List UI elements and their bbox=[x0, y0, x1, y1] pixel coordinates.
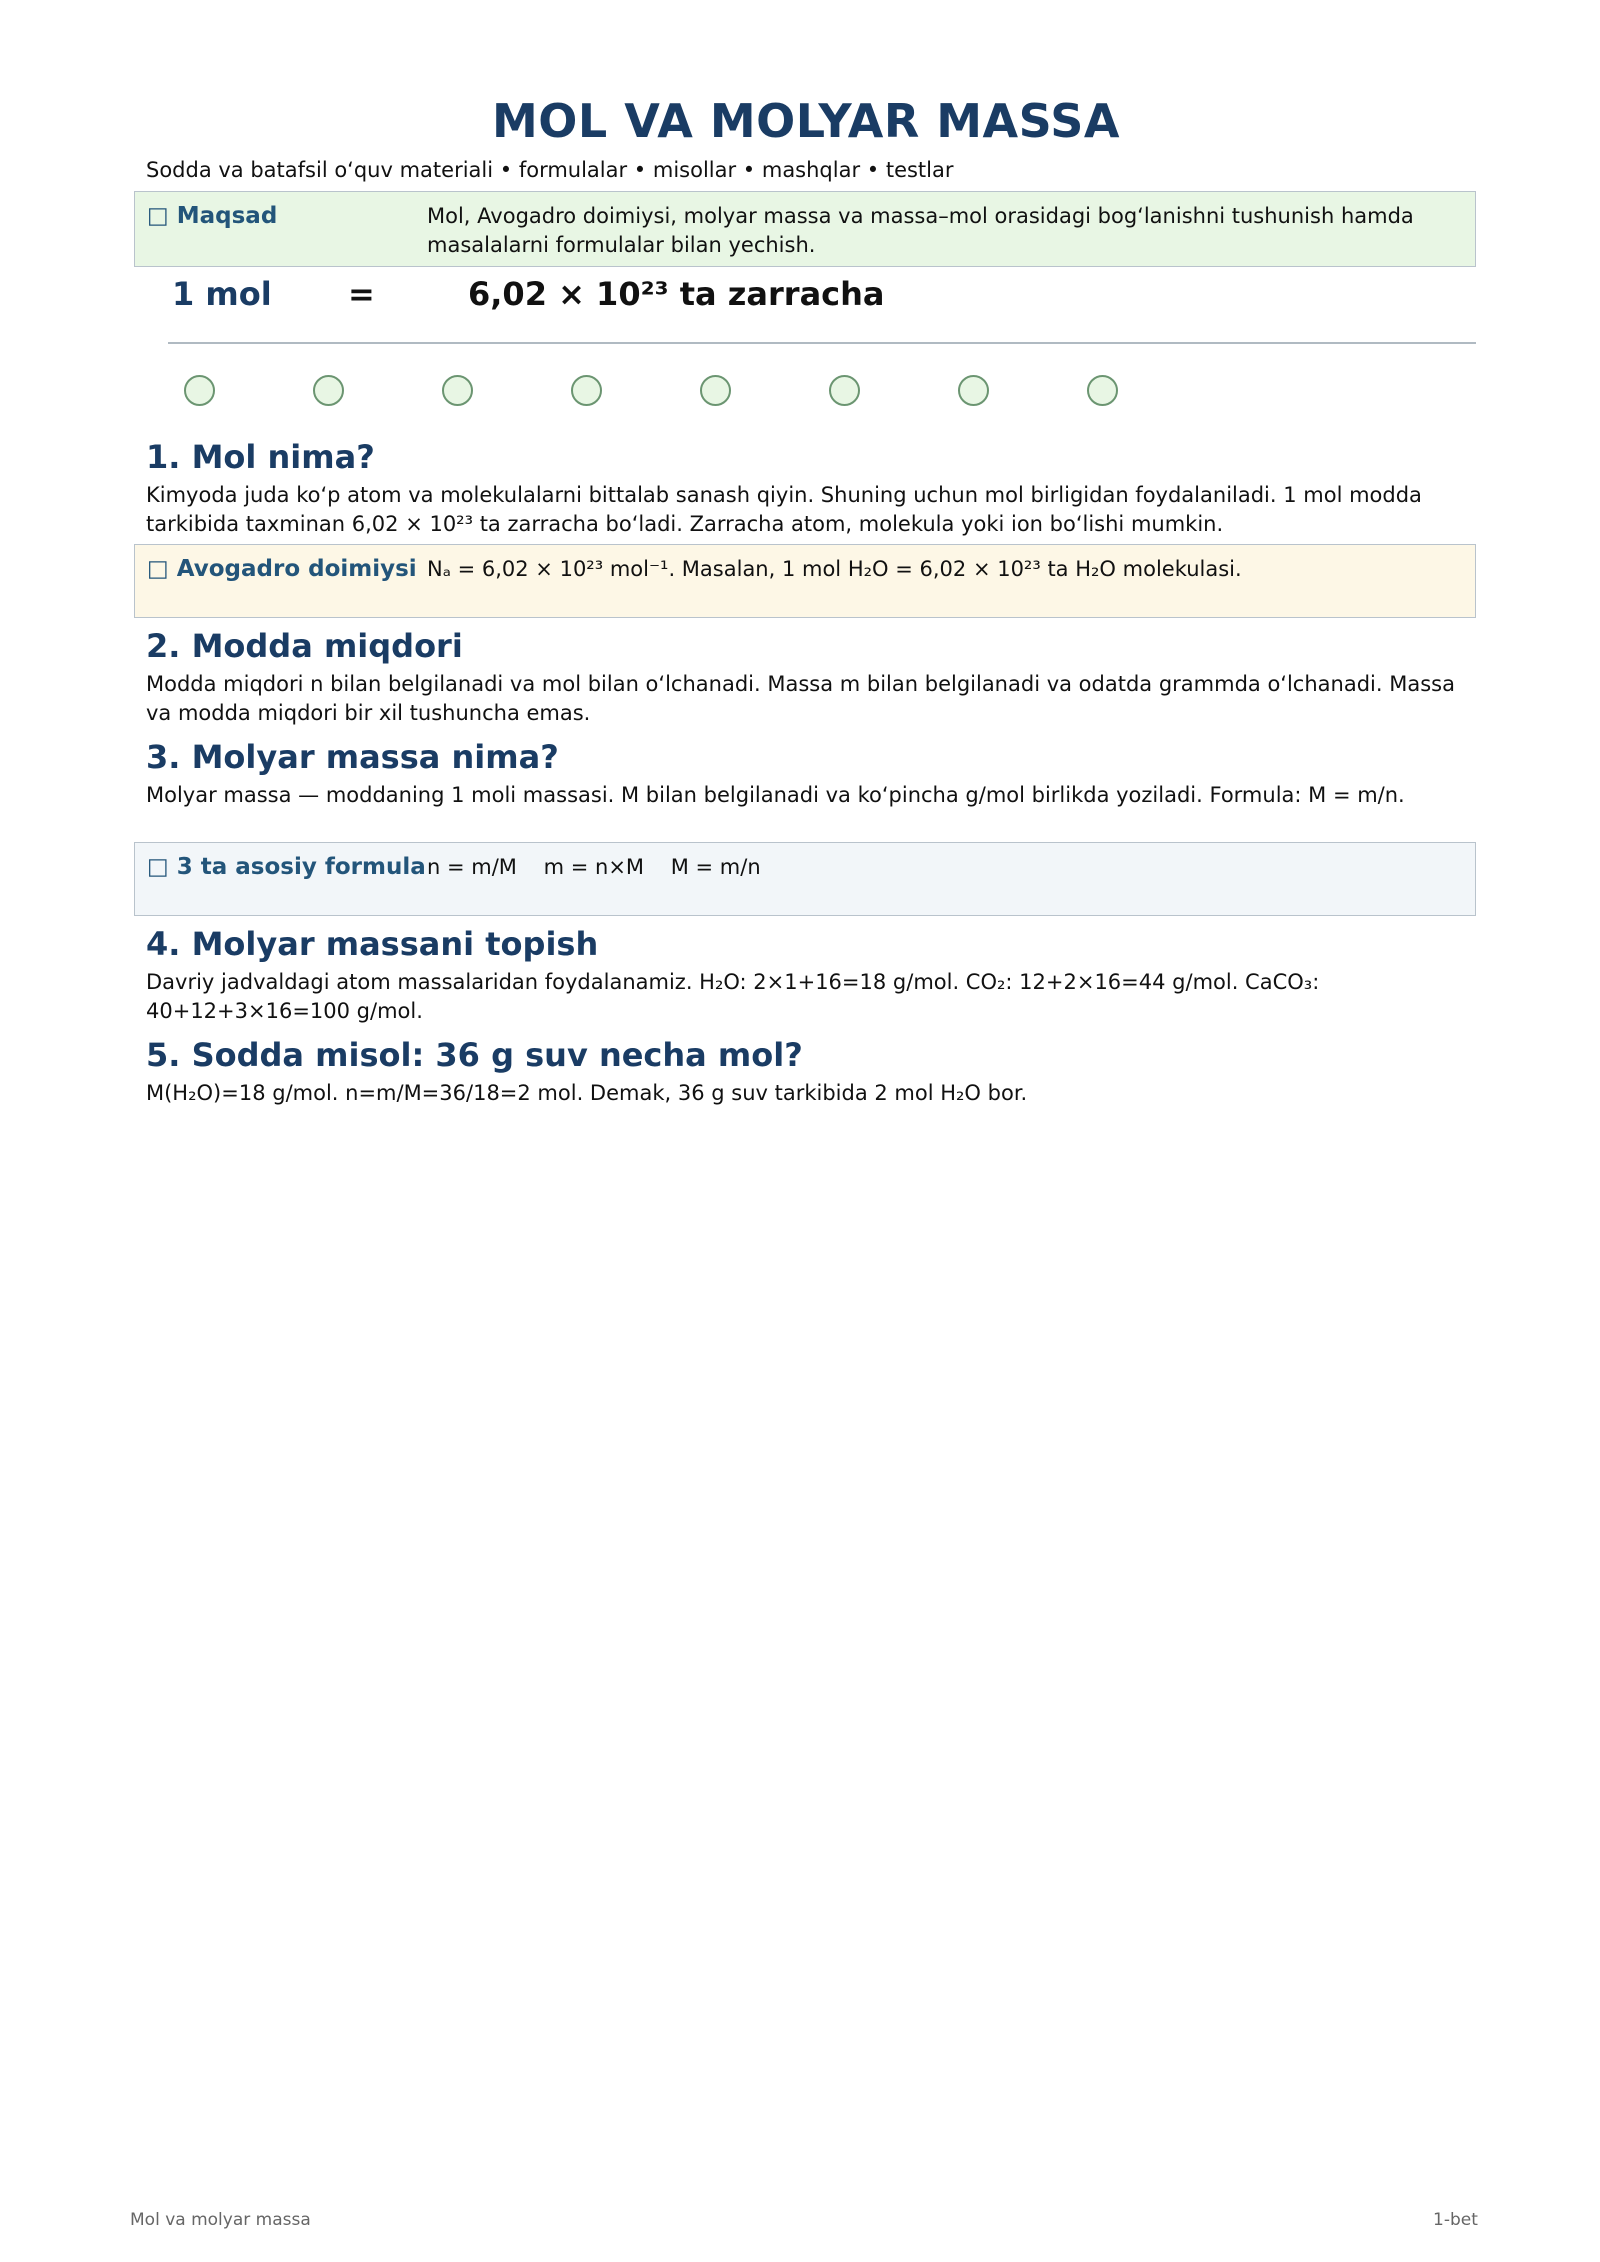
particle-circle bbox=[313, 375, 344, 406]
goal-label-text: Maqsad bbox=[176, 203, 278, 229]
target-icon: □ bbox=[147, 203, 169, 229]
footer-page-number: 1-bet bbox=[1433, 2210, 1478, 2230]
formula-icon: □ bbox=[147, 854, 169, 880]
formula-label-text: 3 ta asosiy formula bbox=[176, 854, 426, 880]
page-subtitle: Sodda va batafsil o‘quv materiali • formulalar • misollar • mashqlar • testlar bbox=[146, 158, 954, 182]
formula-box bbox=[134, 842, 1476, 916]
divider bbox=[168, 342, 1476, 344]
particle-circle bbox=[1087, 375, 1118, 406]
info-icon: □ bbox=[147, 556, 169, 582]
particle-circle bbox=[958, 375, 989, 406]
goal-box-label bbox=[135, 192, 427, 266]
section-heading-3: 3. Molyar massa nima? bbox=[146, 738, 559, 776]
formula-box-label bbox=[135, 843, 427, 915]
particle-circle bbox=[571, 375, 602, 406]
section-text-2: Modda miqdori n bilan belgilanadi va mol bilan o‘lchanadi. Massa m bilan belgilanadi va odatda grammda o‘lchanadi. Massa va modda miqdori bir xil tushuncha emas. bbox=[146, 672, 1455, 725]
goal-box bbox=[134, 191, 1476, 267]
section-text-1: Kimyoda juda ko‘p atom va molekulalarni bittalab sanash qiyin. Shuning uchun mol birligidan foydalaniladi. 1 mol modda tarkibida taxminan 6,02 × 10²³ ta zarracha bo‘ladi. Zarracha atom, molekula yoki ion bo‘lishi mumkin. bbox=[146, 483, 1422, 536]
particle-circle bbox=[829, 375, 860, 406]
avogadro-box-label bbox=[135, 545, 427, 617]
section-heading-4: 4. Molyar massani topish bbox=[146, 925, 599, 963]
headline-formula-right: 6,02 × 10²³ ta zarracha bbox=[468, 275, 885, 313]
particle-circle bbox=[184, 375, 215, 406]
avogadro-box bbox=[134, 544, 1476, 618]
particle-circle bbox=[442, 375, 473, 406]
section-text-5: M(H₂O)=18 g/mol. n=m/M=36/18=2 mol. Demak, 36 g suv tarkibida 2 mol H₂O bor. bbox=[146, 1081, 1028, 1105]
particle-circle bbox=[700, 375, 731, 406]
section-heading-5: 5. Sodda misol: 36 g suv necha mol? bbox=[146, 1036, 803, 1074]
headline-formula-equals: = bbox=[348, 275, 375, 313]
section-heading-2: 2. Modda miqdori bbox=[146, 627, 463, 665]
formula-box-text: n = m/M m = n×M M = m/n bbox=[427, 855, 761, 879]
particle-circles bbox=[184, 375, 1184, 411]
section-text-4: Davriy jadvaldagi atom massalaridan foydalanamiz. H₂O: 2×1+16=18 g/mol. CO₂: 12+2×16=44 g/mol. CaCO₃: 40+12+3×16=100 g/mol. bbox=[146, 970, 1320, 1023]
section-text-3: Molyar massa — moddaning 1 moli massasi. M bilan belgilanadi va ko‘pincha g/mol birlikda yoziladi. Formula: M = m/n. bbox=[146, 783, 1405, 807]
footer-title: Mol va molyar massa bbox=[130, 2210, 311, 2230]
avogadro-label-text: Avogadro doimiysi bbox=[176, 556, 417, 582]
goal-box-text: Mol, Avogadro doimiysi, molyar massa va massa–mol orasidagi bog‘lanishni tushunish hamda masalalarni formulalar bilan yechish. bbox=[427, 204, 1414, 257]
avogadro-box-text: Nₐ = 6,02 × 10²³ mol⁻¹. Masalan, 1 mol H₂O = 6,02 × 10²³ ta H₂O molekulasi. bbox=[427, 557, 1242, 581]
page-title: MOL VA MOLYAR MASSA bbox=[492, 94, 1120, 148]
headline-formula-left: 1 mol bbox=[172, 275, 272, 313]
section-heading-1: 1. Mol nima? bbox=[146, 438, 375, 476]
